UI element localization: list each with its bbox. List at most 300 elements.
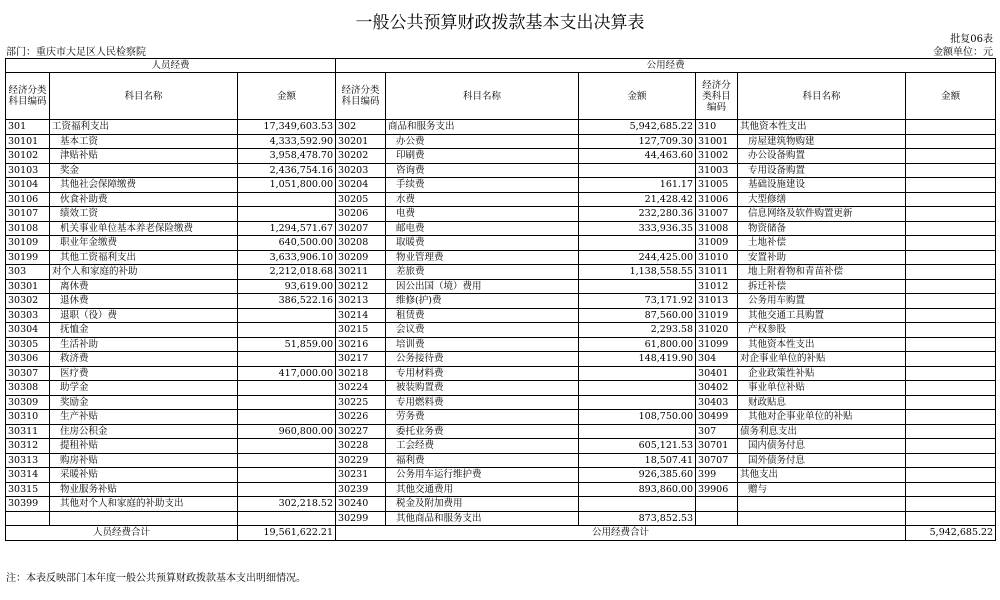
personnel-section-header: 人员经费 <box>6 59 336 73</box>
table-row <box>6 366 996 381</box>
cell-name: 退职（役）费 <box>50 308 238 323</box>
table-row <box>6 163 996 178</box>
cell-code: 31012 <box>696 279 738 294</box>
table-row <box>6 250 996 265</box>
cell-code <box>6 511 50 526</box>
cell-code: 30106 <box>6 192 50 207</box>
cell-amount <box>906 265 996 280</box>
cell-name: 工资福利支出 <box>50 120 238 135</box>
cell-code: 30107 <box>6 207 50 222</box>
cell-amount: 960,800.00 <box>238 424 336 439</box>
cell-code: 30240 <box>336 497 386 512</box>
cell-name: 商品和服务支出 <box>386 120 579 135</box>
cell-name: 其他商品和服务支出 <box>386 511 579 526</box>
cell-amount: 873,852.53 <box>579 511 696 526</box>
cell-code: 31001 <box>696 134 738 149</box>
cell-amount <box>579 497 696 512</box>
cell-code: 399 <box>696 468 738 483</box>
cell-amount: 3,958,478.70 <box>238 149 336 164</box>
cell-code: 30205 <box>336 192 386 207</box>
cell-code: 30225 <box>336 395 386 410</box>
cell-name: 提租补贴 <box>50 439 238 454</box>
cell-amount: 148,419.90 <box>579 352 696 367</box>
approval-number: 批复06表 <box>950 34 993 45</box>
cell-code: 30226 <box>336 410 386 425</box>
table-row <box>6 352 996 367</box>
col-header-amount: 金额 <box>238 73 336 120</box>
table-row <box>6 207 996 222</box>
cell-code: 303 <box>6 265 50 280</box>
cell-name: 救济费 <box>50 352 238 367</box>
cell-amount <box>906 236 996 251</box>
cell-amount <box>238 352 336 367</box>
cell-amount <box>906 134 996 149</box>
cell-code: 30403 <box>696 395 738 410</box>
cell-code: 30101 <box>6 134 50 149</box>
cell-name: 赠与 <box>738 482 906 497</box>
cell-amount: 417,000.00 <box>238 366 336 381</box>
cell-name: 其他交通工具购置 <box>738 308 906 323</box>
cell-name: 医疗费 <box>50 366 238 381</box>
cell-code: 39906 <box>696 482 738 497</box>
cell-amount <box>238 308 336 323</box>
cell-code: 30312 <box>6 439 50 454</box>
cell-amount <box>906 163 996 178</box>
table-row <box>6 308 996 323</box>
cell-name: 基础设施建设 <box>738 178 906 193</box>
cell-amount <box>579 381 696 396</box>
cell-code: 30199 <box>6 250 50 265</box>
cell-name: 差旅费 <box>386 265 579 280</box>
cell-amount <box>906 294 996 309</box>
expenditure-table <box>5 58 996 541</box>
cell-code: 30203 <box>336 163 386 178</box>
cell-name: 专用材料费 <box>386 366 579 381</box>
cell-name: 基本工资 <box>50 134 238 149</box>
cell-name: 住房公积金 <box>50 424 238 439</box>
cell-amount <box>238 381 336 396</box>
cell-code: 30499 <box>696 410 738 425</box>
cell-amount: 1,294,571.67 <box>238 221 336 236</box>
cell-amount <box>238 410 336 425</box>
cell-amount <box>906 250 996 265</box>
cell-name: 公务用车运行维护费 <box>386 468 579 483</box>
cell-name: 财政贴息 <box>738 395 906 410</box>
cell-name: 津贴补贴 <box>50 149 238 164</box>
cell-amount: 3,633,906.10 <box>238 250 336 265</box>
cell-name: 培训费 <box>386 337 579 352</box>
cell-name: 助学金 <box>50 381 238 396</box>
cell-name: 被装购置费 <box>386 381 579 396</box>
cell-amount <box>906 207 996 222</box>
col-header-amount: 金额 <box>579 73 696 120</box>
cell-name: 物资储备 <box>738 221 906 236</box>
cell-code: 30212 <box>336 279 386 294</box>
table-row <box>6 134 996 149</box>
cell-amount: 333,936.35 <box>579 221 696 236</box>
table-row <box>6 192 996 207</box>
cell-name: 企业政策性补贴 <box>738 366 906 381</box>
col-header-amount: 金额 <box>906 73 996 120</box>
cell-code: 31009 <box>696 236 738 251</box>
cell-name: 安置补助 <box>738 250 906 265</box>
cell-name: 邮电费 <box>386 221 579 236</box>
cell-code: 302 <box>336 120 386 135</box>
cell-code: 30108 <box>6 221 50 236</box>
cell-name: 其他对企事业单位的补贴 <box>738 410 906 425</box>
cell-code: 30307 <box>6 366 50 381</box>
cell-code: 30208 <box>336 236 386 251</box>
cell-amount <box>579 236 696 251</box>
cell-amount <box>238 395 336 410</box>
cell-amount: 17,349,603.53 <box>238 120 336 135</box>
cell-amount <box>238 482 336 497</box>
cell-name: 生产补贴 <box>50 410 238 425</box>
cell-amount: 2,436,754.16 <box>238 163 336 178</box>
cell-code: 30228 <box>336 439 386 454</box>
table-row <box>6 439 996 454</box>
table-row <box>6 294 996 309</box>
cell-name: 信息网络及软件购置更新 <box>738 207 906 222</box>
cell-code: 30215 <box>336 323 386 338</box>
cell-amount <box>906 178 996 193</box>
cell-amount <box>906 337 996 352</box>
cell-amount <box>906 511 996 526</box>
cell-name: 土地补偿 <box>738 236 906 251</box>
cell-name: 职业年金缴费 <box>50 236 238 251</box>
cell-code: 31010 <box>696 250 738 265</box>
cell-amount: 893,860.00 <box>579 482 696 497</box>
cell-name: 其他对个人和家庭的补助支出 <box>50 497 238 512</box>
cell-name: 物业管理费 <box>386 250 579 265</box>
cell-code: 30302 <box>6 294 50 309</box>
table-row <box>6 395 996 410</box>
cell-name: 物业服务补贴 <box>50 482 238 497</box>
table-row <box>6 279 996 294</box>
column-header-row <box>6 73 996 120</box>
cell-name: 购房补贴 <box>50 453 238 468</box>
cell-code: 30218 <box>336 366 386 381</box>
cell-amount: 61,800.00 <box>579 337 696 352</box>
cell-name: 国内债务付息 <box>738 439 906 454</box>
cell-name: 取暖费 <box>386 236 579 251</box>
cell-amount <box>906 308 996 323</box>
table-row <box>6 453 996 468</box>
public-total-amount: 5,942,685.22 <box>906 526 996 541</box>
cell-code: 310 <box>696 120 738 135</box>
amount-unit-label: 金额单位：元 <box>933 47 993 58</box>
table-row <box>6 511 996 526</box>
cell-code <box>696 511 738 526</box>
table-row <box>6 221 996 236</box>
cell-code: 30209 <box>336 250 386 265</box>
cell-amount: 51,859.00 <box>238 337 336 352</box>
table-row <box>6 236 996 251</box>
cell-code: 31002 <box>696 149 738 164</box>
cell-name: 委托业务费 <box>386 424 579 439</box>
table-row <box>6 265 996 280</box>
cell-name: 房屋建筑物购建 <box>738 134 906 149</box>
cell-amount <box>906 366 996 381</box>
cell-code: 304 <box>696 352 738 367</box>
cell-name: 办公设备购置 <box>738 149 906 164</box>
cell-amount <box>238 323 336 338</box>
cell-amount: 386,522.16 <box>238 294 336 309</box>
table-row <box>6 468 996 483</box>
cell-amount <box>579 163 696 178</box>
cell-amount <box>906 395 996 410</box>
col-header-code: 经济分类科目编码 <box>696 73 738 120</box>
cell-name <box>50 511 238 526</box>
cell-name: 其他工资福利支出 <box>50 250 238 265</box>
cell-name: 福利费 <box>386 453 579 468</box>
cell-name: 奖金 <box>50 163 238 178</box>
cell-code: 31003 <box>696 163 738 178</box>
cell-name: 专用设备购置 <box>738 163 906 178</box>
cell-amount <box>579 279 696 294</box>
cell-code: 31007 <box>696 207 738 222</box>
cell-amount: 93,619.00 <box>238 279 336 294</box>
cell-amount <box>906 192 996 207</box>
cell-amount: 5,942,685.22 <box>579 120 696 135</box>
public-section-header: 公用经费 <box>336 59 996 73</box>
cell-code: 30206 <box>336 207 386 222</box>
table-row <box>6 482 996 497</box>
cell-name: 咨询费 <box>386 163 579 178</box>
cell-name: 拆迁补偿 <box>738 279 906 294</box>
cell-code: 30402 <box>696 381 738 396</box>
section-header-row <box>6 59 996 73</box>
table-row <box>6 149 996 164</box>
cell-code: 30201 <box>336 134 386 149</box>
cell-name: 伙食补助费 <box>50 192 238 207</box>
cell-name <box>738 511 906 526</box>
cell-code: 31019 <box>696 308 738 323</box>
cell-amount <box>906 468 996 483</box>
cell-amount: 108,750.00 <box>579 410 696 425</box>
cell-code: 30299 <box>336 511 386 526</box>
cell-name: 地上附着物和青苗补偿 <box>738 265 906 280</box>
cell-code: 30229 <box>336 453 386 468</box>
table-row <box>6 497 996 512</box>
cell-code: 30401 <box>696 366 738 381</box>
cell-name: 离休费 <box>50 279 238 294</box>
cell-amount <box>906 497 996 512</box>
cell-name: 专用燃料费 <box>386 395 579 410</box>
cell-code: 30310 <box>6 410 50 425</box>
cell-code: 31020 <box>696 323 738 338</box>
cell-code: 30213 <box>336 294 386 309</box>
cell-code: 31008 <box>696 221 738 236</box>
cell-code: 30311 <box>6 424 50 439</box>
cell-code: 30216 <box>336 337 386 352</box>
cell-code: 30303 <box>6 308 50 323</box>
cell-amount: 1,138,558.55 <box>579 265 696 280</box>
cell-name: 办公费 <box>386 134 579 149</box>
cell-amount: 44,463.60 <box>579 149 696 164</box>
cell-amount <box>238 439 336 454</box>
cell-code: 307 <box>696 424 738 439</box>
cell-amount <box>906 410 996 425</box>
cell-amount: 4,333,592.90 <box>238 134 336 149</box>
table-row <box>6 323 996 338</box>
cell-name: 退休费 <box>50 294 238 309</box>
table-row <box>6 381 996 396</box>
cell-code: 30227 <box>336 424 386 439</box>
cell-name: 抚恤金 <box>50 323 238 338</box>
cell-amount: 161.17 <box>579 178 696 193</box>
cell-code: 30102 <box>6 149 50 164</box>
cell-name: 电费 <box>386 207 579 222</box>
cell-code: 31013 <box>696 294 738 309</box>
cell-name: 债务利息支出 <box>738 424 906 439</box>
cell-code: 30202 <box>336 149 386 164</box>
cell-amount: 2,293.58 <box>579 323 696 338</box>
cell-name: 生活补助 <box>50 337 238 352</box>
cell-name: 劳务费 <box>386 410 579 425</box>
cell-code: 30314 <box>6 468 50 483</box>
cell-code: 30239 <box>336 482 386 497</box>
cell-code: 30707 <box>696 453 738 468</box>
cell-code: 30701 <box>696 439 738 454</box>
cell-name: 公务用车购置 <box>738 294 906 309</box>
cell-code: 30104 <box>6 178 50 193</box>
cell-code: 30306 <box>6 352 50 367</box>
cell-amount: 1,051,800.00 <box>238 178 336 193</box>
cell-name: 租赁费 <box>386 308 579 323</box>
cell-name <box>738 497 906 512</box>
cell-code: 30207 <box>336 221 386 236</box>
cell-code: 30301 <box>6 279 50 294</box>
cell-name: 其他交通费用 <box>386 482 579 497</box>
cell-code: 30231 <box>336 468 386 483</box>
col-header-name: 科目名称 <box>50 73 238 120</box>
cell-name: 奖励金 <box>50 395 238 410</box>
cell-amount: 21,428.42 <box>579 192 696 207</box>
cell-code <box>696 497 738 512</box>
cell-code: 30304 <box>6 323 50 338</box>
cell-code: 30214 <box>336 308 386 323</box>
footnote: 注：本表反映部门本年度一般公共预算财政拨款基本支出明细情况。 <box>6 573 306 584</box>
cell-code: 30211 <box>336 265 386 280</box>
cell-amount <box>906 439 996 454</box>
cell-amount: 244,425.00 <box>579 250 696 265</box>
personnel-total-label: 人员经费合计 <box>6 526 238 541</box>
col-header-code: 经济分类科目编码 <box>6 73 50 120</box>
cell-code: 30308 <box>6 381 50 396</box>
cell-code: 30109 <box>6 236 50 251</box>
cell-code: 30309 <box>6 395 50 410</box>
cell-name: 对个人和家庭的补助 <box>50 265 238 280</box>
totals-row <box>6 526 996 541</box>
cell-name: 绩效工资 <box>50 207 238 222</box>
cell-amount: 640,500.00 <box>238 236 336 251</box>
cell-name: 产权参股 <box>738 323 906 338</box>
cell-amount <box>906 424 996 439</box>
cell-name: 维修(护)费 <box>386 294 579 309</box>
cell-name: 国外债务付息 <box>738 453 906 468</box>
cell-code: 30313 <box>6 453 50 468</box>
table-row <box>6 410 996 425</box>
cell-name: 手续费 <box>386 178 579 193</box>
cell-name: 会议费 <box>386 323 579 338</box>
col-header-name: 科目名称 <box>386 73 579 120</box>
cell-name: 工会经费 <box>386 439 579 454</box>
personnel-total-amount: 19,561,622.21 <box>238 526 336 541</box>
cell-amount: 302,218.52 <box>238 497 336 512</box>
cell-code: 30103 <box>6 163 50 178</box>
cell-name: 机关事业单位基本养老保险缴费 <box>50 221 238 236</box>
cell-code: 30224 <box>336 381 386 396</box>
cell-code: 30399 <box>6 497 50 512</box>
cell-name: 水费 <box>386 192 579 207</box>
cell-amount <box>906 221 996 236</box>
cell-amount <box>906 323 996 338</box>
col-header-code: 经济分类科目编码 <box>336 73 386 120</box>
cell-name: 采暖补贴 <box>50 468 238 483</box>
table-row <box>6 424 996 439</box>
cell-name: 其他社会保障缴费 <box>50 178 238 193</box>
table-row <box>6 337 996 352</box>
cell-amount <box>906 279 996 294</box>
cell-name: 公务接待费 <box>386 352 579 367</box>
cell-amount <box>579 424 696 439</box>
page-title: 一般公共预算财政拨款基本支出决算表 <box>355 13 645 33</box>
cell-amount <box>906 482 996 497</box>
cell-code: 31011 <box>696 265 738 280</box>
cell-name: 因公出国（境）费用 <box>386 279 579 294</box>
cell-name: 其他资本性支出 <box>738 120 906 135</box>
cell-amount <box>238 511 336 526</box>
cell-code: 30217 <box>336 352 386 367</box>
table-row <box>6 178 996 193</box>
cell-code: 31099 <box>696 337 738 352</box>
cell-code: 31005 <box>696 178 738 193</box>
cell-amount: 232,280.36 <box>579 207 696 222</box>
cell-code: 301 <box>6 120 50 135</box>
department-label: 部门：重庆市大足区人民检察院 <box>6 47 146 58</box>
cell-name: 其他资本性支出 <box>738 337 906 352</box>
cell-amount <box>238 453 336 468</box>
cell-name: 大型修缮 <box>738 192 906 207</box>
cell-amount: 87,560.00 <box>579 308 696 323</box>
cell-amount <box>906 381 996 396</box>
table-row <box>6 120 996 135</box>
cell-amount: 18,507.41 <box>579 453 696 468</box>
cell-name: 印刷费 <box>386 149 579 164</box>
cell-amount <box>906 453 996 468</box>
cell-name: 对企事业单位的补贴 <box>738 352 906 367</box>
public-total-label: 公用经费合计 <box>336 526 906 541</box>
cell-amount <box>579 366 696 381</box>
cell-code: 30305 <box>6 337 50 352</box>
cell-amount <box>238 192 336 207</box>
cell-amount <box>906 149 996 164</box>
cell-code: 31006 <box>696 192 738 207</box>
col-header-name: 科目名称 <box>738 73 906 120</box>
cell-amount <box>906 120 996 135</box>
cell-code: 30204 <box>336 178 386 193</box>
cell-amount <box>238 207 336 222</box>
cell-amount: 926,385.60 <box>579 468 696 483</box>
cell-amount: 73,171.92 <box>579 294 696 309</box>
cell-name: 事业单位补贴 <box>738 381 906 396</box>
cell-name: 税金及附加费用 <box>386 497 579 512</box>
cell-amount <box>579 395 696 410</box>
cell-amount: 127,709.30 <box>579 134 696 149</box>
cell-amount: 605,121.53 <box>579 439 696 454</box>
cell-name: 其他支出 <box>738 468 906 483</box>
